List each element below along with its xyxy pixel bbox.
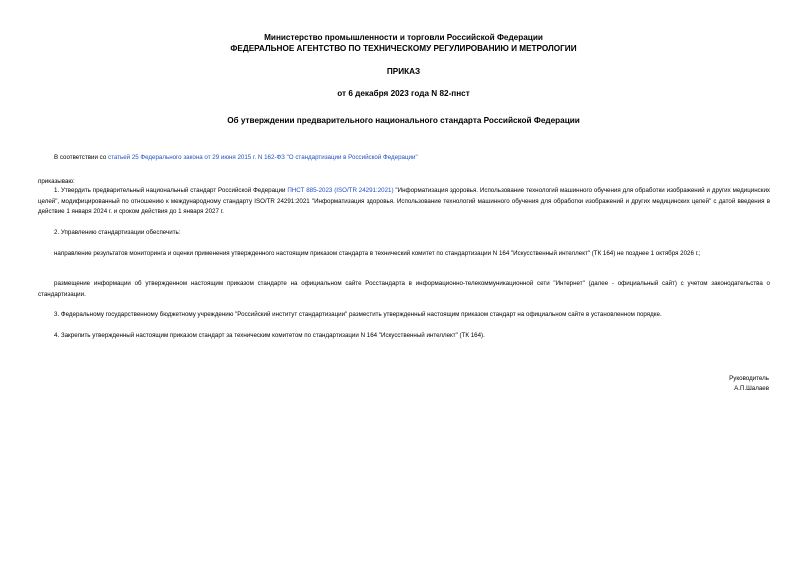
standard-link[interactable]: ПНСТ 885-2023 (ISO/TR 24291:2021) [287, 187, 394, 194]
signatory-name: А.П.Шалаев [734, 385, 769, 392]
order-item-2-subitem-1: направление результатов мониторинга и оценки применения утвержденного настоящим приказом стандарта в технический комитет по стандартизации N 164 "Искусственный интеллект" (ТК 164) не позднее 1 октября 2026 г.; [54, 250, 701, 257]
ministry-name: Министерство промышленности и торговли Российской Федерации [264, 33, 543, 42]
item-1-suffix: "Информатизация здоровья. Использование технологий машинного обучения для обработки изображений и других медицинских целей", модифицированный по отношению к международному стандарту ISO/TR 24291:2021 "Информатизация здоровья. Использование технологий машинного обучения для обработки изображений и других медицинских целей" с датой введения в действие 1 января 2024 г. и сроком действия до 1 января 2027 г. [38, 187, 771, 215]
legal-basis-paragraph [38, 153, 770, 164]
order-item-2: 2. Управлению стандартизации обеспечить: [54, 229, 181, 236]
order-heading: ПРИКАЗ [386, 67, 421, 76]
signatory-title: Руководитель [729, 375, 769, 382]
order-item-2-subitem-2: размещение информации об утвержденном настоящим приказом стандарте на официальном сайте Росстандарта в информационно-телекоммуникационной сети "Интернет" (далее - официальный сайт) с учетом законодательства о стандартизации. [38, 280, 770, 298]
document-title: Об утверждении предварительного национального стандарта Российской Федерации [227, 116, 580, 125]
order-item-4: 4. Закрепить утвержденный настоящим приказом стандарт за техническим комитетом по стандартизации N 164 "Искусственный интеллект" (ТК 164). [54, 332, 485, 339]
order-item-3: 3. Федеральному государственному бюджетному учреждению "Российский институт стандартизации" разместить утвержденный настоящим приказом стандарт на официальном сайте в установленном порядке. [54, 311, 662, 318]
federal-law-link[interactable]: статьей 25 Федерального закона от 29 июня 2015 г. N 162-ФЗ "О стандартизации в Российской Федерации" [107, 154, 418, 161]
item-1-prefix: 1. Утвердить предварительный национальный стандарт Российской Федерации [54, 187, 288, 194]
order-word: приказываю: [38, 178, 75, 185]
order-item-1 [38, 186, 770, 218]
legal-basis-prefix: В соответствии со [54, 154, 108, 161]
order-date-number: от 6 декабря 2023 года N 82-пнст [337, 89, 470, 98]
agency-name: ФЕДЕРАЛЬНОЕ АГЕНТСТВО ПО ТЕХНИЧЕСКОМУ РЕГУЛИРОВАНИЮ И МЕТРОЛОГИИ [230, 44, 577, 53]
